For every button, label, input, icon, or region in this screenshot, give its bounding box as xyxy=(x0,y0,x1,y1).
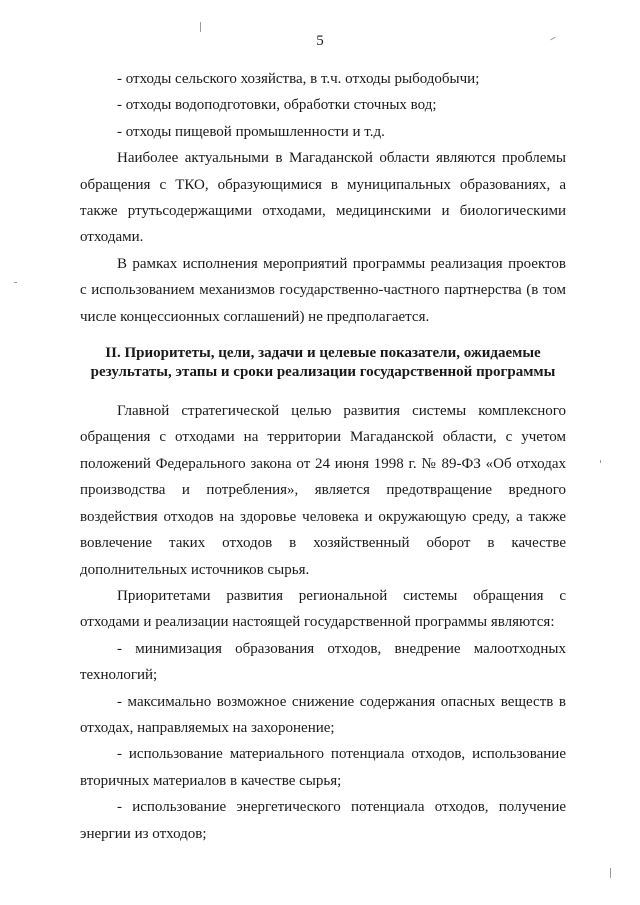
scan-artifact xyxy=(14,282,17,283)
document-body xyxy=(80,66,566,847)
paragraph-goal: Главной стратегической целью развития системы комплексного обращения с отходами на территории Магаданской области, с учетом положений Федерального закона от 24 июня 1998 г. № 89-ФЗ «Об отходах производства и потребления», является предотвращение вредного воздействия отходов на здоровье человека и окружающую среду, а также вовлечение таких отходов в хозяйственный оборот в качестве дополнительных источников сырья. xyxy=(80,403,566,578)
scan-artifact xyxy=(600,460,601,463)
list-item: - использование материального потенциала отходов, использование вторичных материалов в качестве сырья; xyxy=(80,746,566,789)
scan-artifact xyxy=(200,22,201,32)
list-item: - использование энергетического потенциала отходов, получение энергии из отходов; xyxy=(80,799,566,842)
list-item: - отходы водоподготовки, обработки сточных вод; xyxy=(117,97,437,114)
priorities-list xyxy=(80,636,566,847)
scan-artifact xyxy=(610,868,611,878)
section-heading: II. Приоритеты, цели, задачи и целевые показатели, ожидаемые результаты, этапы и сроки реализации государственной программы xyxy=(90,345,556,381)
paragraph-tko: Наиболее актуальными в Магаданской области являются проблемы обращения с ТКО, образующимися в муниципальных образованиях, а также ртутьсодержащими отходами, медицинскими и биологическими отходами. xyxy=(80,150,566,246)
paragraph-ppp: В рамках исполнения мероприятий программы реализация проектов с использованием механизмов государственно-частного партнерства (в том числе концессионных соглашений) не предполагается. xyxy=(80,255,566,325)
page-number: 5 xyxy=(316,33,324,49)
list-item: - максимально возможное снижение содержания опасных веществ в отходах, направляемых на захоронение; xyxy=(80,693,566,736)
intro-list xyxy=(80,66,566,145)
paragraph-priorities-intro: Приоритетами развития региональной системы обращения с отходами и реализации настоящей государственной программы являются: xyxy=(80,587,566,631)
list-item: - отходы сельского хозяйства, в т.ч. отходы рыбодобычи; xyxy=(117,71,480,87)
list-item: - минимизация образования отходов, внедрение малоотходных технологий; xyxy=(80,640,566,684)
list-item: - отходы пищевой промышленности и т.д. xyxy=(117,123,385,140)
